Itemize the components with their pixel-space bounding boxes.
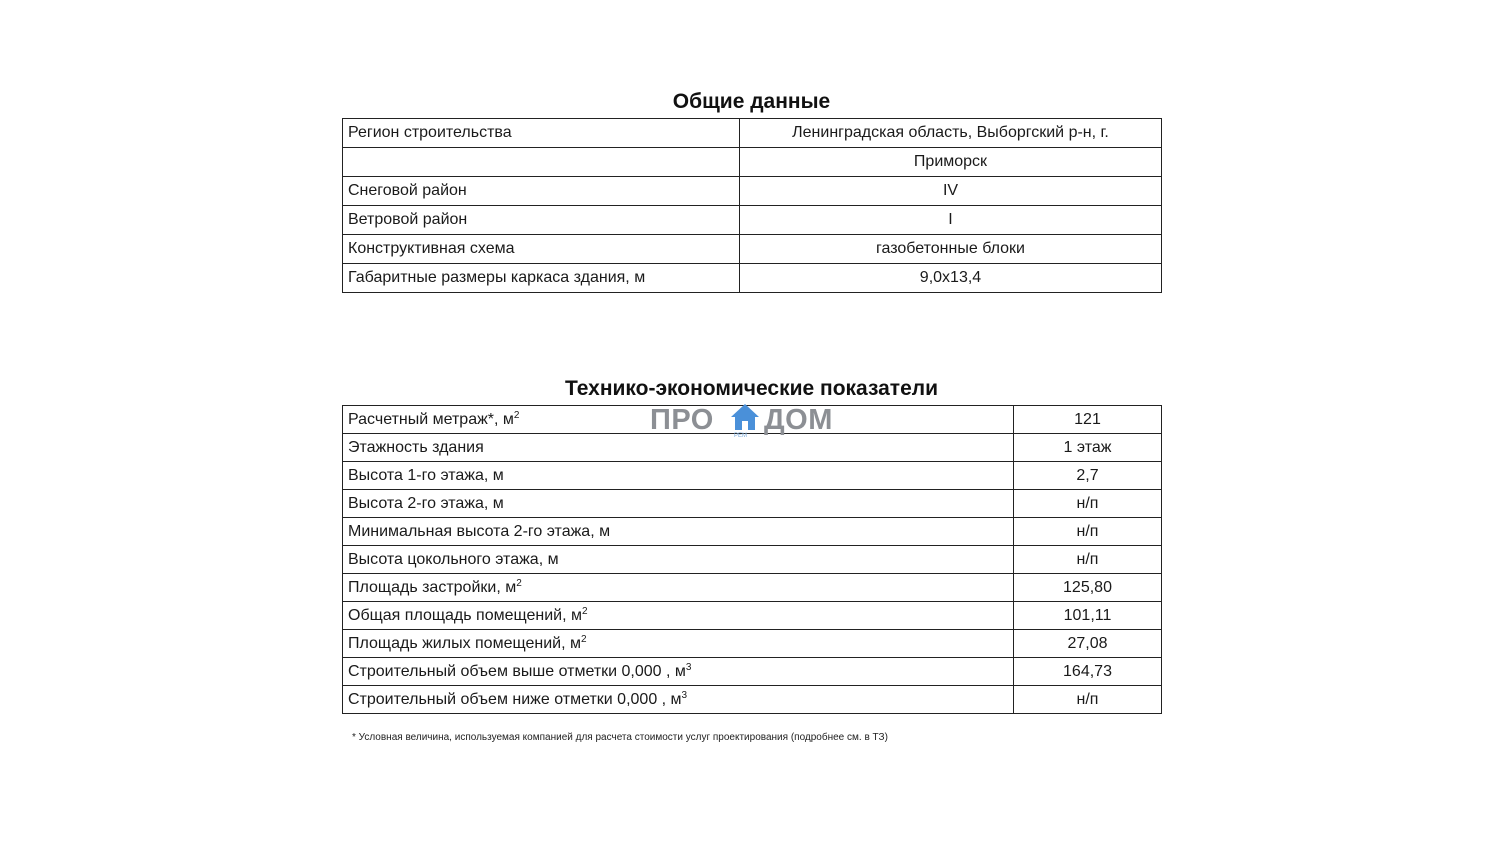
row-value: 9,0x13,4 xyxy=(740,264,1162,293)
row-label: Высота цокольного этажа, м xyxy=(343,546,1014,574)
row-label: Регион строительства xyxy=(343,119,740,148)
unit-superscript: 2 xyxy=(516,578,522,589)
row-label: Площадь жилых помещений, $м^2$ xyxy=(343,630,1014,658)
row-label: Конструктивная схема xyxy=(343,235,740,264)
row-label: Минимальная высота 2-го этажа, м xyxy=(343,518,1014,546)
row-label: Расчетный метраж*, $м^2$ xyxy=(343,406,1014,434)
general-data-table xyxy=(342,118,1162,293)
row-value: 2,7 xyxy=(1014,462,1162,490)
general-data-title: Общие данные xyxy=(672,90,831,113)
row-label: Габаритные размеры каркаса здания, м xyxy=(343,264,740,293)
row-label: Ветровой район xyxy=(343,206,740,235)
row-label: Снеговой район xyxy=(343,177,740,206)
table-row xyxy=(343,148,1162,177)
table-row xyxy=(343,264,1162,293)
table-row xyxy=(343,119,1162,148)
row-value: 125,80 xyxy=(1014,574,1162,602)
row-value: 27,08 xyxy=(1014,630,1162,658)
unit-superscript: 2 xyxy=(581,606,588,617)
row-label: Строительный объем выше отметки 0,000 , $м^3$ xyxy=(343,658,1014,686)
row-value: IV xyxy=(740,177,1162,206)
row-label: Высота 2-го этажа, м xyxy=(343,490,1014,518)
unit-superscript: 2 xyxy=(513,410,520,421)
table-row xyxy=(343,235,1162,264)
row-label: Площадь застройки, $м^2$ xyxy=(343,574,1014,602)
table-row xyxy=(343,658,1162,686)
unit-superscript: 2 xyxy=(580,634,587,645)
row-value: 1 этаж xyxy=(1014,434,1162,462)
row-value: 121 xyxy=(1014,406,1162,434)
table-row xyxy=(343,462,1162,490)
row-value: Ленинградская область, Выборгский р-н, г. xyxy=(740,119,1162,148)
row-value: н/п xyxy=(1014,518,1162,546)
row-label: Высота 1-го этажа, м xyxy=(343,462,1014,490)
logo-text-left: ПРО xyxy=(650,404,714,436)
table-row xyxy=(343,490,1162,518)
row-label xyxy=(343,148,740,177)
row-label: Строительный объем ниже отметки 0,000 , $м^3$ xyxy=(343,686,1014,714)
row-value: н/п xyxy=(1014,490,1162,518)
table-row xyxy=(343,518,1162,546)
row-value: 101,11 xyxy=(1014,602,1162,630)
indicators-title: Технико-экономические показатели xyxy=(564,377,939,400)
row-value: 164,73 xyxy=(1014,658,1162,686)
row-value: Приморск xyxy=(740,148,1162,177)
table-row xyxy=(343,630,1162,658)
row-value: газобетонные блоки xyxy=(740,235,1162,264)
row-value: н/п xyxy=(1014,546,1162,574)
logo-subtext: РЕМ xyxy=(734,433,748,439)
table-row xyxy=(343,686,1162,714)
unit-superscript: 3 xyxy=(681,690,688,701)
indicators-table xyxy=(342,405,1162,714)
row-label: Общая площадь помещений, $м^2$ xyxy=(343,602,1014,630)
row-label: Этажность здания xyxy=(343,434,1014,462)
table-row xyxy=(343,177,1162,206)
table-row xyxy=(343,434,1162,462)
table-row xyxy=(343,602,1162,630)
table-row xyxy=(343,574,1162,602)
row-value: I xyxy=(740,206,1162,235)
unit-superscript: 3 xyxy=(685,662,692,673)
row-value: н/п xyxy=(1014,686,1162,714)
logo-text-right: ДОМ xyxy=(764,404,833,436)
table-row xyxy=(343,406,1162,434)
table-row xyxy=(343,206,1162,235)
table-row xyxy=(343,546,1162,574)
footnote: * Условная величина, используемая компанией для расчета стоимости услуг проектирования (подробнее см. в ТЗ) xyxy=(352,732,888,743)
